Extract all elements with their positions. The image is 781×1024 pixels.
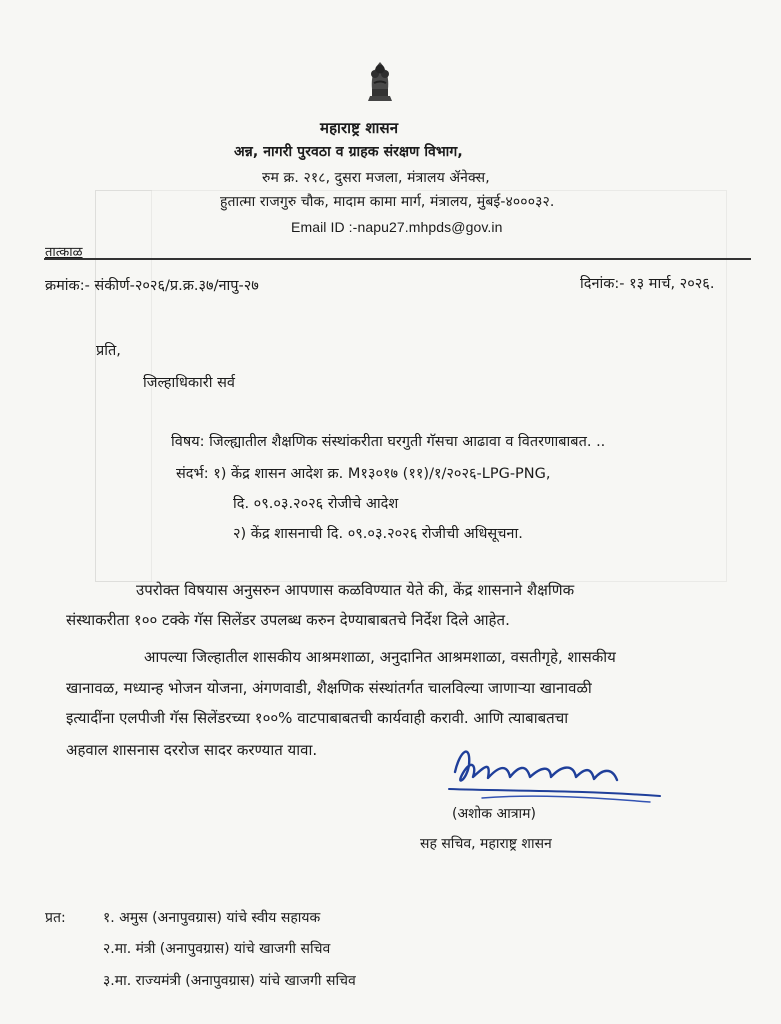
- address-line-1: रुम क्र. २१८, दुसरा मजला, मंत्रालय ॲनेक्स,: [262, 170, 490, 186]
- priority-label: तात्काळ: [45, 245, 83, 260]
- department-name: अन्न, नागरी पुरवठा व ग्राहक संरक्षण विभाग,: [234, 144, 463, 160]
- government-name: महाराष्ट्र शासन: [320, 119, 399, 137]
- email-address: Email ID :-napu27.mhpds@gov.in: [291, 219, 503, 235]
- signer-designation: सह सचिव, महाराष्ट्र शासन: [420, 836, 552, 852]
- body-paragraph-2-line-3: इत्यादींना एलपीजी गॅस सिलेंडरच्या १००% वाटपाबाबतची कार्यवाही करावी. आणि त्याबाबतचा: [66, 709, 569, 727]
- body-paragraph-1-line-1: उपरोक्त विषयास अनुसरुन आपणास कळविण्यात येते की, केंद्र शासनाने शैक्षणिक: [136, 581, 575, 599]
- subject-line: विषय: जिल्ह्यातील शैक्षणिक संस्थांकरीता घरगुती गॅसचा आढावा व वितरणाबाबत. ..: [171, 434, 606, 450]
- to-label: प्रति,: [96, 343, 121, 359]
- order-date: दिनांक:- १३ मार्च, २०२६.: [580, 276, 715, 292]
- reference-1: संदर्भ: १) केंद्र शासन आदेश क्र. M१३०१७ (११)/१/२०२६-LPG-PNG,: [176, 466, 551, 482]
- body-paragraph-2-line-4: अहवाल शासनास दररोज सादर करण्यात यावा.: [66, 741, 318, 759]
- order-number: क्रमांक:- संकीर्ण-२०२६/प्र.क्र.३७/नापु-२७: [45, 278, 259, 294]
- copy-recipient-1: १. अमुस (अनापुवग्रास) यांचे स्वीय सहायक: [103, 910, 321, 926]
- address-line-2: हुतात्मा राजगुरु चौक, मादाम कामा मार्ग, मंत्रालय, मुंबई-४०००३२.: [220, 194, 555, 210]
- letterhead-divider: [44, 258, 751, 260]
- reference-2: २) केंद्र शासनाची दि. ०९.०३.२०२६ रोजीची अधिसूचना.: [233, 526, 523, 542]
- body-paragraph-1-line-2: संस्थाकरीता १०० टक्के गॅस सिलेंडर उपलब्ध करुन देण्याबाबतचे निर्देश दिले आहेत.: [66, 611, 510, 629]
- copy-recipient-2: २.मा. मंत्री (अनापुवग्रास) यांचे खाजगी सचिव: [103, 941, 331, 957]
- state-emblem-icon: [362, 58, 398, 104]
- body-paragraph-2-line-1: आपल्या जिल्हातील शासकीय आश्रमशाळा, अनुदानित आश्रमशाळा, वसतीगृहे, शासकीय: [144, 648, 616, 666]
- signer-name: (अशोक आत्राम): [452, 806, 537, 822]
- handwritten-signature-icon: [440, 738, 670, 808]
- copy-label: प्रत:: [45, 910, 66, 926]
- recipient: जिल्हाधिकारी सर्व: [143, 375, 235, 391]
- body-paragraph-2-line-2: खानावळ, मध्यान्ह भोजन योजना, अंगणवाडी, शैक्षणिक संस्थांतर्गत चालविल्या जाणाऱ्या खानावळी: [66, 679, 592, 697]
- copy-recipient-3: ३.मा. राज्यमंत्री (अनापुवग्रास) यांचे खाजगी सचिव: [103, 973, 356, 989]
- reference-1-date: दि. ०९.०३.२०२६ रोजीचे आदेश: [233, 496, 399, 512]
